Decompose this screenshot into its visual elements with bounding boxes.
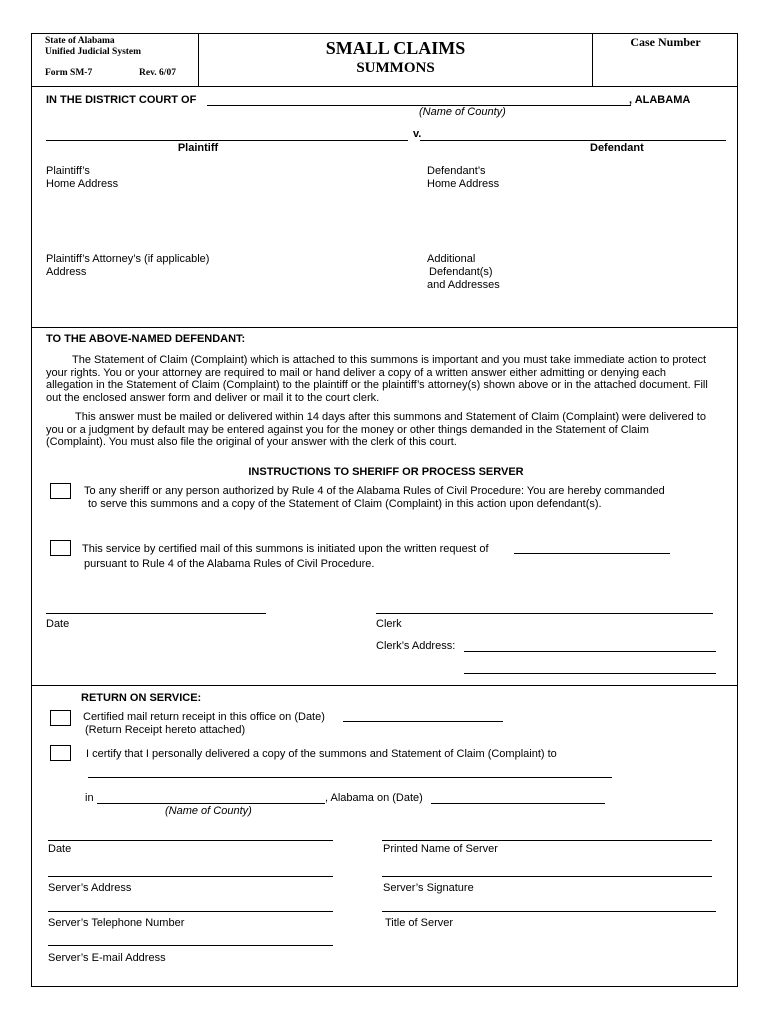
server-phone-label: Server’s Telephone Number xyxy=(48,917,185,929)
additional-defendants-field[interactable] xyxy=(427,293,727,323)
plaintiff-name-field[interactable] xyxy=(46,140,408,141)
server-signature-field[interactable] xyxy=(382,876,712,877)
return-heading: RETURN ON SERVICE: xyxy=(81,692,202,704)
defendant-address-field[interactable] xyxy=(427,192,727,247)
serve-summons-text: To any sheriff or any person authorized by Rule 4 of the Alabama Rules of Civil Procedure: You are hereby commanded xyxy=(84,485,665,497)
plaintiff-address-label-2: Home Address xyxy=(46,178,119,190)
certified-receipt-text-2: (Return Receipt hereto attached) xyxy=(85,724,246,736)
plaintiff-label: Plaintiff xyxy=(177,142,219,154)
defendant-label: Defendant xyxy=(590,142,644,154)
service-county-hint: (Name of County) xyxy=(165,805,252,817)
personal-delivery-text: I certify that I personally delivered a copy of the summons and Statement of Claim (Complaint) to xyxy=(86,748,557,760)
certified-receipt-checkbox[interactable] xyxy=(50,710,71,726)
court-prefix: IN THE DISTRICT COURT OF xyxy=(46,94,197,106)
server-phone-field[interactable] xyxy=(48,911,333,912)
clerk-address-field-2[interactable] xyxy=(464,673,716,674)
form-title: SMALL CLAIMS xyxy=(325,38,466,58)
clerk-label: Clerk xyxy=(376,618,402,630)
notice-paragraph-1: The Statement of Claim (Complaint) which is attached to this summons is important and you must take immediate action to protect your rights. You or your attorney are required to mail or hand deliver a copy of a written answer either admitting or denying each allegation in the Statement of Claim (Complaint) to the plaintiff or the plaintiff’s attorney(s) shown above or in the attached document. Fill out the enclosed answer form and deliver or mail it to the court clerk. xyxy=(46,354,708,404)
clerk-signature-field[interactable] xyxy=(376,613,713,614)
server-address-field[interactable] xyxy=(48,876,333,877)
service-county-field[interactable] xyxy=(97,803,325,804)
attorney-address-field[interactable] xyxy=(46,280,406,320)
printed-name-label: Printed Name of Server xyxy=(383,843,498,855)
printed-name-field[interactable] xyxy=(382,840,712,841)
return-date-field[interactable] xyxy=(48,840,333,841)
return-date-label: Date xyxy=(48,843,72,855)
alabama-on-label: , Alabama on (Date) xyxy=(325,792,423,804)
section-divider-1 xyxy=(31,327,738,328)
receipt-date-field[interactable] xyxy=(343,721,503,722)
clerk-address-label: Clerk’s Address: xyxy=(376,640,456,652)
versus-label: v. xyxy=(413,128,422,140)
notice-heading: TO THE ABOVE-NAMED DEFENDANT: xyxy=(46,333,246,345)
plaintiff-address-field[interactable] xyxy=(46,192,406,247)
serve-summons-checkbox[interactable] xyxy=(50,483,71,499)
attorney-address-label: Address xyxy=(46,266,87,278)
defendant-address-label: Defendant’s xyxy=(427,165,486,177)
additional-defendants-label-2: Defendant(s) xyxy=(429,266,493,278)
plaintiff-address-label: Plaintiff’s xyxy=(46,165,90,177)
personal-delivery-checkbox[interactable] xyxy=(50,745,71,761)
form-revision: Rev. 6/07 xyxy=(139,68,176,78)
instructions-heading: INSTRUCTIONS TO SHERIFF OR PROCESS SERVER xyxy=(248,466,524,478)
server-email-label: Server’s E-mail Address xyxy=(48,952,166,964)
in-label: in xyxy=(85,792,94,804)
header-bottom-rule xyxy=(31,86,738,87)
service-date-field[interactable] xyxy=(431,803,605,804)
court-suffix: , ALABAMA xyxy=(629,94,691,106)
county-hint: (Name of County) xyxy=(419,106,506,118)
section-divider-2 xyxy=(31,685,738,686)
recipient-field[interactable] xyxy=(88,777,612,778)
judicial-system: Unified Judicial System xyxy=(45,47,142,57)
issue-date-field[interactable] xyxy=(46,613,266,614)
defendant-name-field[interactable] xyxy=(420,140,726,141)
certified-mail-text-2: pursuant to Rule 4 of the Alabama Rules of Civil Procedure. xyxy=(84,558,375,570)
case-number-field[interactable] xyxy=(594,50,736,84)
issue-date-label: Date xyxy=(46,618,70,630)
state-name: State of Alabama xyxy=(45,36,115,46)
additional-defendants-label: Additional xyxy=(427,253,476,265)
server-email-field[interactable] xyxy=(48,945,333,946)
case-number-label: Case Number xyxy=(630,35,701,49)
form-subtitle: SUMMONS xyxy=(356,60,435,76)
server-address-label: Server’s Address xyxy=(48,882,132,894)
form-number: Form SM-7 xyxy=(45,68,93,78)
clerk-address-field[interactable] xyxy=(464,651,716,652)
requester-field[interactable] xyxy=(514,553,670,554)
certified-mail-checkbox[interactable] xyxy=(50,540,71,556)
certified-mail-text: This service by certified mail of this summons is initiated upon the written request of xyxy=(82,543,489,555)
additional-defendants-label-3: and Addresses xyxy=(427,279,500,291)
attorney-label: Plaintiff’s Attorney’s (if applicable) xyxy=(46,253,210,265)
notice-paragraph-2: This answer must be mailed or delivered within 14 days after this summons and Statement of Claim (Complaint) were delivered to you or a judgment by default may be entered against you for the money or other things demanded in the Statement of Claim (Complaint). You must also file the original of your answer with the clerk of this court. xyxy=(46,411,706,449)
server-signature-label: Server’s Signature xyxy=(383,882,474,894)
serve-summons-text-2: to serve this summons and a copy of the Statement of Claim (Complaint) in this action upon defendant(s). xyxy=(88,498,602,510)
defendant-address-label-2: Home Address xyxy=(427,178,500,190)
certified-receipt-text: Certified mail return receipt in this office on (Date) xyxy=(83,711,325,723)
server-title-label: Title of Server xyxy=(385,917,454,929)
server-title-field[interactable] xyxy=(382,911,716,912)
